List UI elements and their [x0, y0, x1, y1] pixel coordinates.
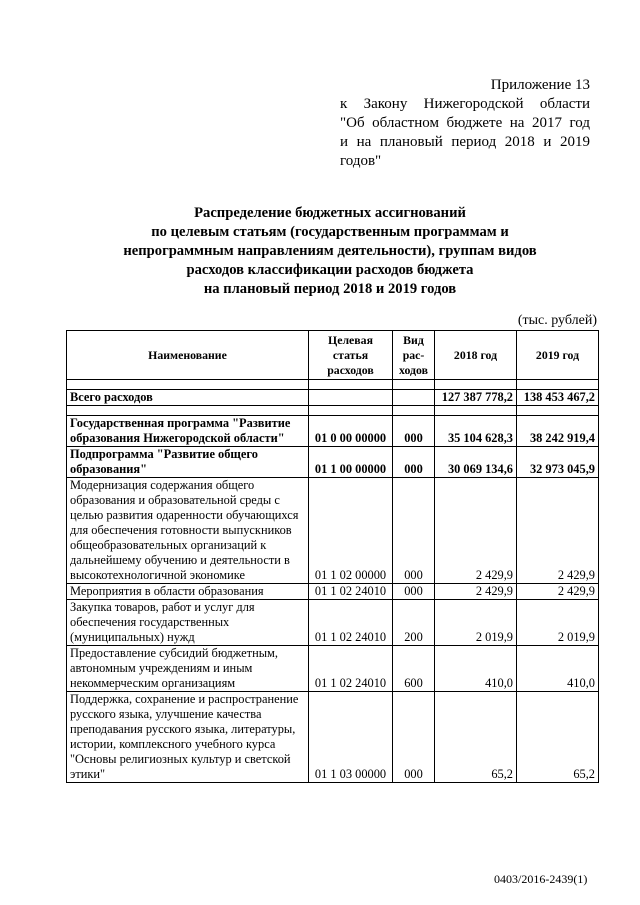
row-type: 000	[393, 478, 435, 584]
row-type: 000	[393, 447, 435, 478]
table-row	[67, 584, 599, 600]
header-name: Наименование	[67, 331, 309, 380]
row-2019: 2 019,9	[517, 600, 599, 646]
row-code: 01 1 02 24010	[309, 600, 393, 646]
row-2018: 410,0	[435, 646, 517, 692]
header-2019: 2019 год	[517, 331, 599, 380]
total-2019: 138 453 467,2	[517, 390, 599, 406]
row-2018: 2 429,9	[435, 584, 517, 600]
table-header-row	[67, 331, 599, 380]
spacer-row	[67, 406, 599, 416]
appendix-line: "Об областном бюджете на 2017 год	[340, 115, 590, 131]
row-code: 01 1 02 24010	[309, 584, 393, 600]
row-type: 000	[393, 692, 435, 783]
row-name: Закупка товаров, работ и услуг для обеспечения государственных (муниципальных) нужд	[67, 600, 309, 646]
row-name: Предоставление субсидий бюджетным, автономным учреждениям и иным некоммерческим организациям	[67, 646, 309, 692]
appendix-line: годов"	[340, 153, 382, 169]
table-row	[67, 600, 599, 646]
row-code: 01 1 02 00000	[309, 478, 393, 584]
appendix-title: Приложение 13	[490, 77, 590, 93]
units-label: (тыс. рублей)	[517, 313, 597, 328]
total-2018: 127 387 778,2	[435, 390, 517, 406]
row-2019: 2 429,9	[517, 478, 599, 584]
table-row	[67, 692, 599, 783]
row-type: 000	[393, 584, 435, 600]
row-2018: 65,2	[435, 692, 517, 783]
row-2018: 2 429,9	[435, 478, 517, 584]
row-type: 600	[393, 646, 435, 692]
row-name: Государственная программа "Развитие образования Нижегородской области"	[67, 416, 309, 447]
title-line: расходов классификации расходов бюджета	[186, 262, 474, 278]
header-2018: 2018 год	[435, 331, 517, 380]
title-line: Распределение бюджетных ассигнований	[194, 205, 466, 221]
header-expense-type: Вид рас-ходов	[393, 331, 435, 380]
table-row	[67, 447, 599, 478]
row-2019: 65,2	[517, 692, 599, 783]
document-code: 0403/2016-2439(1)	[494, 872, 588, 886]
row-name: Подпрограмма "Развитие общего образования"	[67, 447, 309, 478]
table-row	[67, 416, 599, 447]
title-line: на плановый период 2018 и 2019 годов	[203, 281, 457, 297]
table-row	[67, 478, 599, 584]
row-2019: 410,0	[517, 646, 599, 692]
row-2019: 32 973 045,9	[517, 447, 599, 478]
title-line: непрограммным направлениям деятельности), группам видов	[123, 243, 537, 259]
appendix-line: и на плановый период 2018 и 2019	[340, 134, 590, 150]
row-code: 01 0 00 00000	[309, 416, 393, 447]
title-line: по целевым статьям (государственным программам и	[151, 224, 509, 240]
row-code: 01 1 03 00000	[309, 692, 393, 783]
row-2018: 30 069 134,6	[435, 447, 517, 478]
row-type: 200	[393, 600, 435, 646]
row-2018: 2 019,9	[435, 600, 517, 646]
row-type: 000	[393, 416, 435, 447]
row-name: Мероприятия в области образования	[67, 584, 309, 600]
row-name: Поддержка, сохранение и распространение русского языка, улучшение качества преподавания русского языка, литературы, истории, комплексного учебного курса "Основы религиозных культур и светской этики"	[67, 692, 309, 783]
row-code: 01 1 02 24010	[309, 646, 393, 692]
row-name: Модернизация содержания общего образования и образовательной среды с целью развития одаренности обучающихся для обеспечения готовности выпускников общеобразовательных организаций к дальнейшему обучению и деятельности в высокотехнологичной экономике	[67, 478, 309, 584]
header-target-article: Целевая статья расходов	[309, 331, 393, 380]
spacer-row	[67, 380, 599, 390]
table-row	[67, 646, 599, 692]
row-2018: 35 104 628,3	[435, 416, 517, 447]
row-2019: 38 242 919,4	[517, 416, 599, 447]
total-row	[67, 390, 599, 406]
appendix-block	[340, 76, 590, 171]
total-name: Всего расходов	[67, 390, 309, 406]
row-code: 01 1 00 00000	[309, 447, 393, 478]
row-2019: 2 429,9	[517, 584, 599, 600]
document-title	[60, 204, 600, 299]
appendix-line: к Закону Нижегородской области	[340, 96, 590, 112]
budget-table	[66, 330, 599, 783]
